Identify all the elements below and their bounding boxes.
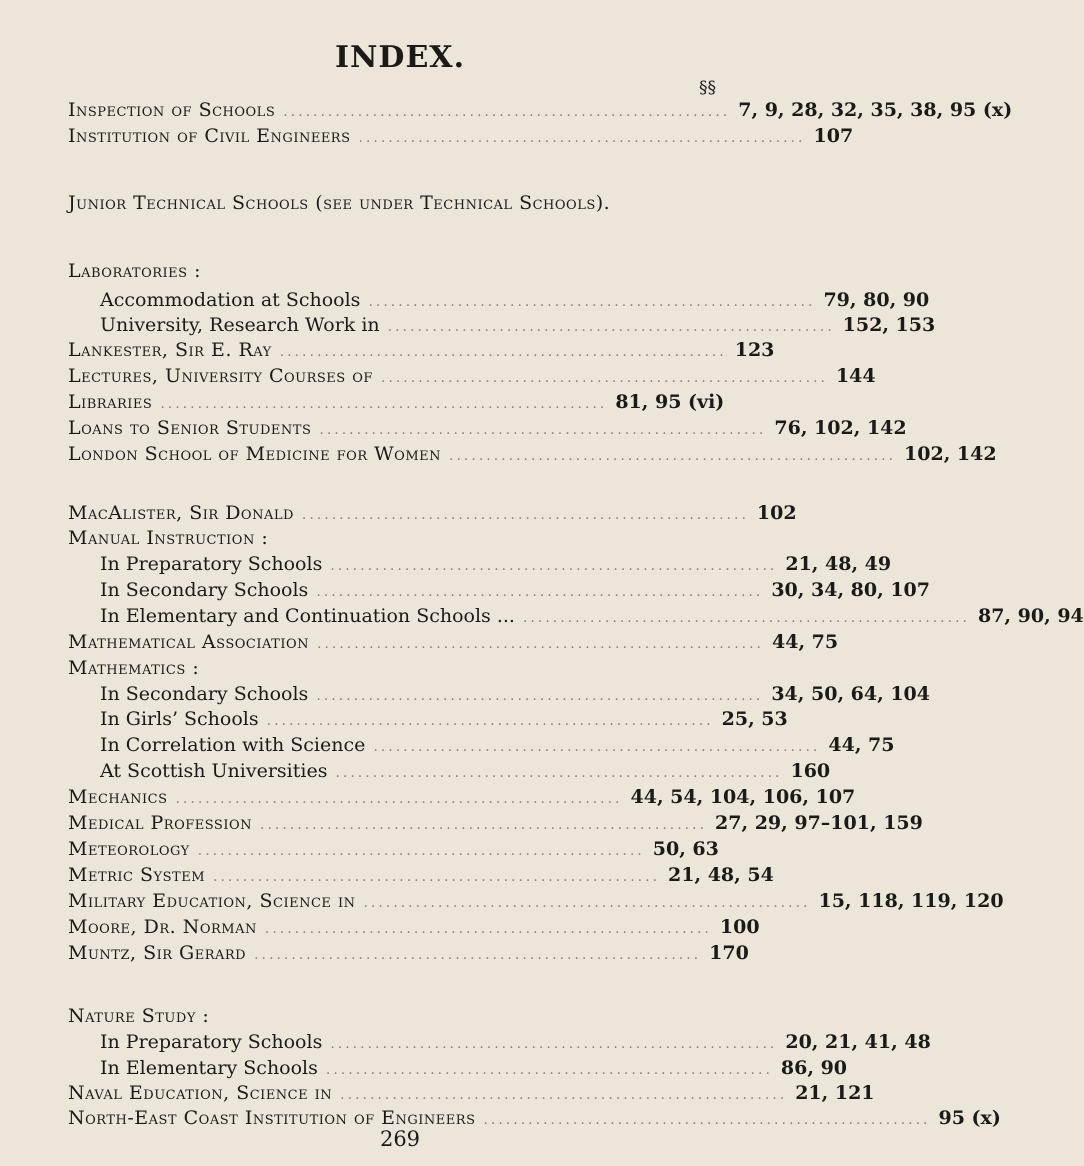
index-entry: Lankester, Sir E. Ray ............................................................ 123 bbox=[68, 339, 775, 361]
index-entry: Moore, Dr. Norman ............................................................ 100 bbox=[68, 916, 760, 938]
index-entry: Libraries ............................................................ 81, 95 (vi) bbox=[68, 391, 725, 413]
index-entry: Medical Profession ............................................................ 27, 29, 97–101, 159 bbox=[68, 812, 923, 834]
index-heading: Mathematics : bbox=[68, 657, 200, 679]
page-title: INDEX. bbox=[334, 40, 466, 75]
index-entry: Lectures, University Courses of ............................................................ 144 bbox=[68, 365, 876, 387]
sections-mark: §§ bbox=[699, 78, 716, 98]
index-entry: Accommodation at Schools ............................................................ 79, 80, 90 bbox=[100, 289, 930, 311]
index-entry: Naval Education, Science in ............................................................ 21, 121 bbox=[68, 1082, 875, 1104]
index-entry: North-East Coast Institution of Engineers ............................................................ 95 (x) bbox=[68, 1107, 1001, 1129]
index-entry: In Girls’ Schools ............................................................ 25, 53 bbox=[100, 708, 788, 730]
index-heading: Manual Instruction : bbox=[68, 527, 269, 549]
index-entry: Loans to Senior Students ............................................................ 76, 102, 142 bbox=[68, 417, 907, 439]
index-heading: Laboratories : bbox=[68, 260, 202, 282]
index-entry: In Elementary and Continuation Schools ... ............................................................ 87, 90, 94 bbox=[100, 605, 1084, 627]
index-entry: In Preparatory Schools ............................................................ 21, 48, 49 bbox=[100, 553, 892, 575]
index-entry: MacAlister, Sir Donald ............................................................ 102 bbox=[68, 502, 797, 524]
index-entry: Meteorology ............................................................ 50, 63 bbox=[68, 838, 719, 860]
index-entry: Mathematical Association ............................................................ 44, 75 bbox=[68, 631, 839, 653]
index-entry: Junior Technical Schools (see under Technical Schools). bbox=[68, 192, 611, 214]
page-number: 269 bbox=[379, 1127, 421, 1151]
index-entry: In Secondary Schools ............................................................ 30, 34, 80, 107 bbox=[100, 579, 930, 601]
index-entry: London School of Medicine for Women ............................................................ 102, 142 bbox=[68, 443, 997, 465]
index-entry: In Secondary Schools ............................................................ 34, 50, 64, 104 bbox=[100, 683, 930, 705]
index-entry: Metric System ............................................................ 21, 48, 54 bbox=[68, 864, 774, 886]
index-entry: Institution of Civil Engineers ............................................................ 107 bbox=[68, 125, 854, 147]
index-entry: Military Education, Science in ............................................................ 15, 118, 119, 120 bbox=[68, 890, 1004, 912]
index-entry: Inspection of Schools ............................................................ 7, 9, 28, 32, 35, 38, 95 (x) bbox=[68, 99, 1013, 121]
index-heading: Nature Study : bbox=[68, 1005, 210, 1027]
index-entry: In Correlation with Science ............................................................ 44, 75 bbox=[100, 734, 895, 756]
index-entry: University, Research Work in ............................................................ 152, 153 bbox=[100, 314, 936, 336]
index-entry: Mechanics ............................................................ 44, 54, 104, 106, 107 bbox=[68, 786, 856, 808]
index-entry: At Scottish Universities ............................................................ 160 bbox=[100, 760, 831, 782]
index-entry: In Preparatory Schools ............................................................ 20, 21, 41, 48 bbox=[100, 1031, 931, 1053]
index-entry: Muntz, Sir Gerard ............................................................ 170 bbox=[68, 942, 749, 964]
index-entry: In Elementary Schools ............................................................ 86, 90 bbox=[100, 1057, 848, 1079]
